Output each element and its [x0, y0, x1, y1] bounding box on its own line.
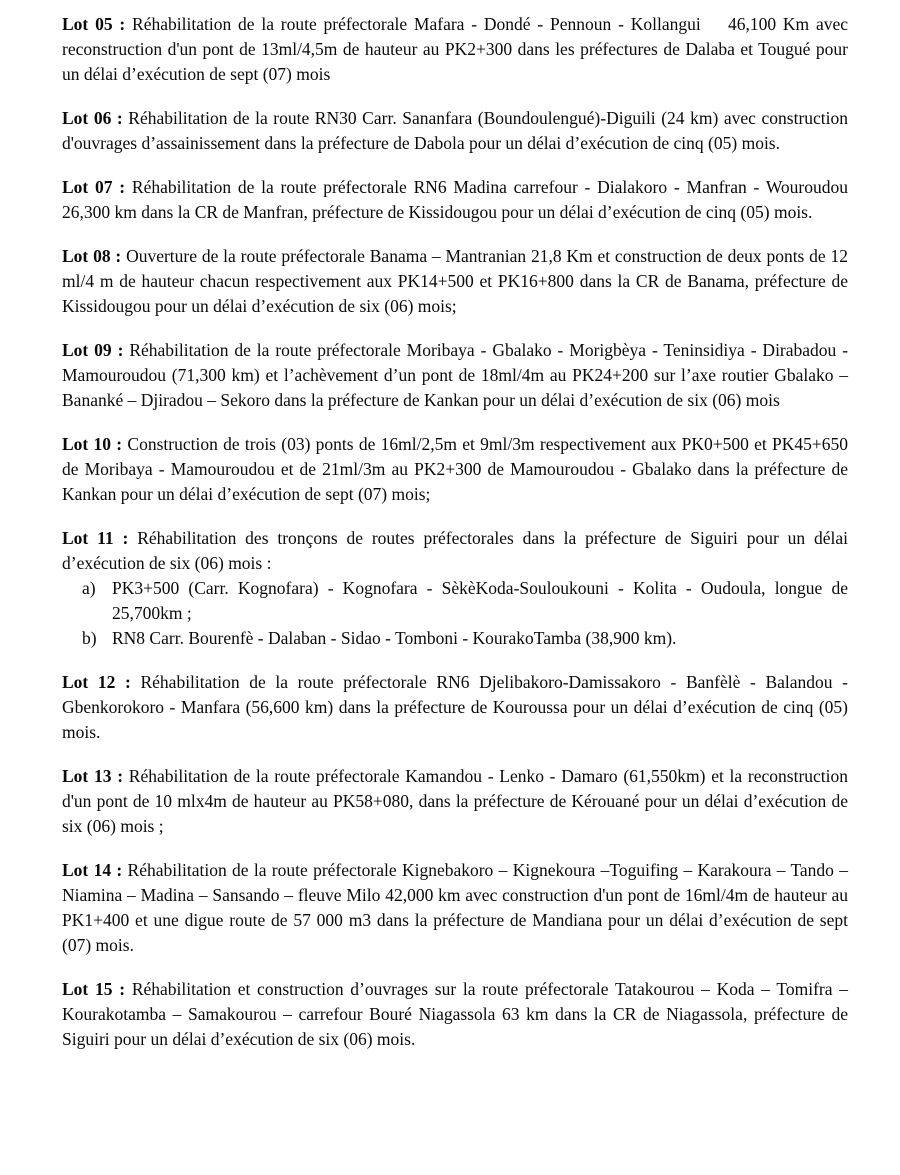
lot-11-item-a-text: PK3+500 (Carr. Kognofara) - Kognofara - SèkèKoda-Souloukouni - Kolita - Oudoula, longue de 25,700km ;: [112, 578, 848, 623]
lot-08-text: Ouverture de la route préfectorale Banama – Mantranian 21,8 Km et construction de deux ponts de 12 ml/4 m de hauteur chacun respectivement aux PK14+500 et PK16+800 dans la CR de Banama, préfecture de Kissidougou pour un délai d’exécution de six (06) mois;: [62, 246, 849, 316]
lot-08-label: Lot 08 :: [62, 246, 122, 266]
lot-09-text: Réhabilitation de la route préfectorale Moribaya - Gbalako - Morigbèya - Teninsidiya - Dirabadou - Mamouroudou (71,300 km) et l’achèvement d’un pont de 18ml/4m au PK24+200 sur l’axe routier Gbalako – Bananké – Djiradou – Sekoro dans la préfecture de Kankan pour un délai d’exécution de six (06) mois: [62, 340, 849, 410]
lot-15-text: Réhabilitation et construction d’ouvrages sur la route préfectorale Tatakourou – Koda – Tomifra – Kourakotamba – Samakourou – carrefour Bouré Niagassola 63 km dans la CR de Niagassola, préfecture de Siguiri pour un délai d’exécution de six (06) mois.: [62, 979, 849, 1049]
lot-12-label: Lot 12 :: [62, 672, 131, 692]
lot-14-label: Lot 14 :: [62, 860, 123, 880]
lot-08-paragraph: [62, 244, 848, 319]
lot-06-label: Lot 06 :: [62, 108, 123, 128]
lot-09-paragraph: [62, 338, 848, 413]
lot-12-paragraph: [62, 670, 848, 745]
lot-11-text: Réhabilitation des tronçons de routes préfectorales dans la préfecture de Siguiri pour un délai d’exécution de six (06) mois :: [62, 528, 848, 573]
lot-06-paragraph: [62, 106, 848, 156]
lot-11-item-b-text: RN8 Carr. Bourenfè - Dalaban - Sidao - Tomboni - KourakoTamba (38,900 km).: [112, 628, 677, 648]
lot-11-item-b: [82, 626, 848, 651]
lot-07-paragraph: [62, 175, 848, 225]
lot-14-paragraph: [62, 858, 848, 958]
lot-10-label: Lot 10 :: [62, 434, 123, 454]
lot-11-sublist: [62, 576, 848, 651]
lot-13-label: Lot 13 :: [62, 766, 124, 786]
lot-05-text: Réhabilitation de la route préfectorale Mafara - Dondé - Pennoun - Kollangui 46,100 Km avec reconstruction d'un pont de 13ml/4,5m de hauteur au PK2+300 dans les préfectures de Dalaba et Tougué pour un délai d’exécution de sept (07) mois: [62, 14, 849, 84]
lot-06-text: Réhabilitation de la route RN30 Carr. Sananfara (Boundoulengué)-Diguili (24 km) avec construction d'ouvrages d’assainissement dans la préfecture de Dabola pour un délai d’exécution de cinq (05) mois.: [62, 108, 849, 153]
lot-09-label: Lot 09 :: [62, 340, 124, 360]
lot-11-item-a-marker: a): [82, 578, 96, 598]
lot-11-item-b-marker: b): [82, 628, 97, 648]
lot-13-text: Réhabilitation de la route préfectorale Kamandou - Lenko - Damaro (61,550km) et la reconstruction d'un pont de 10 mlx4m de hauteur au PK58+080, dans la préfecture de Kérouané pour un délai d’exécution de six (06) mois ;: [62, 766, 849, 836]
lot-15-paragraph: [62, 977, 848, 1052]
lot-13-paragraph: [62, 764, 848, 839]
lot-05-label: Lot 05 :: [62, 14, 126, 34]
lot-10-text: Construction de trois (03) ponts de 16ml/2,5m et 9ml/3m respectivement aux PK0+500 et PK45+650 de Moribaya - Mamouroudou et de 21ml/3m au PK2+300 de Mamouroudou - Gbalako dans la préfecture de Kankan pour un délai d’exécution de sept (07) mois;: [62, 434, 849, 504]
lot-14-text: Réhabilitation de la route préfectorale Kignebakoro – Kignekoura –Toguifing – Karakoura – Tando – Niamina – Madina – Sansando – fleuve Milo 42,000 km avec construction d'un pont de 16ml/4m de hauteur au PK1+400 et une digue route de 57 000 m3 dans la préfecture de Mandiana pour un délai d’exécution de sept (07) mois.: [62, 860, 849, 955]
lot-07-label: Lot 07 :: [62, 177, 126, 197]
lot-11-item-a: [82, 576, 848, 626]
lot-07-text: Réhabilitation de la route préfectorale RN6 Madina carrefour - Dialakoro - Manfran - Wouroudou 26,300 km dans la CR de Manfran, préfecture de Kissidougou pour un délai d’exécution de cinq (05) mois.: [62, 177, 849, 222]
lot-12-text: Réhabilitation de la route préfectorale RN6 Djelibakoro-Damissakoro - Banfèlè - Balandou - Gbenkorokoro - Manfara (56,600 km) dans la préfecture de Kouroussa pour un délai d’exécution de cinq (05) mois.: [62, 672, 849, 742]
lot-05-paragraph: [62, 12, 848, 87]
lot-15-label: Lot 15 :: [62, 979, 126, 999]
lot-10-paragraph: [62, 432, 848, 507]
lot-11-paragraph: [62, 526, 848, 576]
lot-11-label: Lot 11 :: [62, 528, 129, 548]
